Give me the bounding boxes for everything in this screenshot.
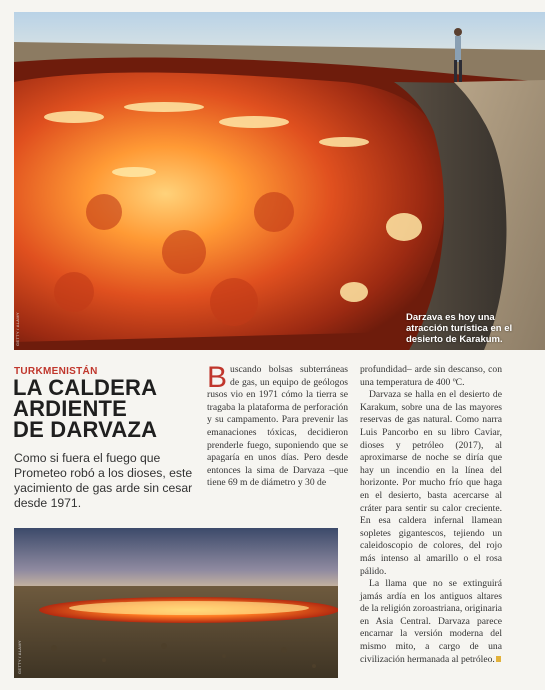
photo-credit: GETTY / ALAMY: [17, 640, 22, 674]
body-paragraph: [360, 578, 502, 666]
paragraph-text: uscando bolsas subterráneas de gas, un equipo de geólogos rusos vio en 1971 cómo la tierra se tragaba la plataforma de perforación y su campamento. Para prevenir las emanaciones tóxicas, decidieron prenderle fuego, suponiendo que se apagaría en unos días. Pero desde entonces la sima de Darvaza –que tiene 69 m de diámetro y 30 de: [207, 364, 348, 489]
photo-credit: GETTY / ALAMY: [15, 312, 20, 346]
end-mark-icon: [496, 656, 501, 662]
drop-cap: B: [207, 361, 228, 394]
body-column-1: [207, 361, 348, 490]
crater-panorama-image: [14, 528, 338, 678]
body-paragraph: profundidad– arde sin descanso, con una temperatura de 400 ºC.: [360, 364, 502, 388]
crater-panorama-photo: [14, 528, 338, 678]
article-subtitle: Como si fuera el fuego que Prometeo robó a los dioses, este yacimiento de gas arde sin cesar desde 1971.: [14, 451, 193, 510]
burning-crater-photo: [14, 12, 545, 350]
article-title: [13, 377, 198, 440]
title-line: ARDIENTE: [13, 396, 128, 421]
paragraph-text: La llama que no se extinguirá jamás ardía en los antiguos altares de la religión zoroastriana, originaria en Asia Central. Darvaza parece encarnar la versión moderna del mismo mito, a cargo de una civilización hermanada al petróleo.: [360, 578, 502, 665]
body-paragraph: [207, 361, 348, 490]
section-kicker: TURKMENISTÁN: [14, 366, 98, 377]
title-line: LA CALDERA: [13, 375, 158, 400]
body-paragraph: Darvaza se halla en el desierto de Karakum, sobre una de las mayores reservas de gas natural. Como narra Luis Pancorbo en su libro Caviar, dioses y petróleo (2017), al aproximarse de noche se diría que hay un incendio en la línea del horizonte. Por mucho frío que haga en el desierto, basta acercarse al cráter para sentir su calor creciente. En esa caldera infernal llamean sopletes gigantescos, tejiendo un caleidoscopio de colores, del rojo más intenso al amarillo o el rosa pálido.: [360, 389, 502, 577]
hero-caption: Darzava es hoy una atracción turística en el desierto de Karakum.: [406, 312, 513, 345]
hero-photo: [14, 12, 545, 350]
body-column-2: [360, 364, 502, 666]
title-line: DE DARVAZA: [13, 417, 158, 442]
